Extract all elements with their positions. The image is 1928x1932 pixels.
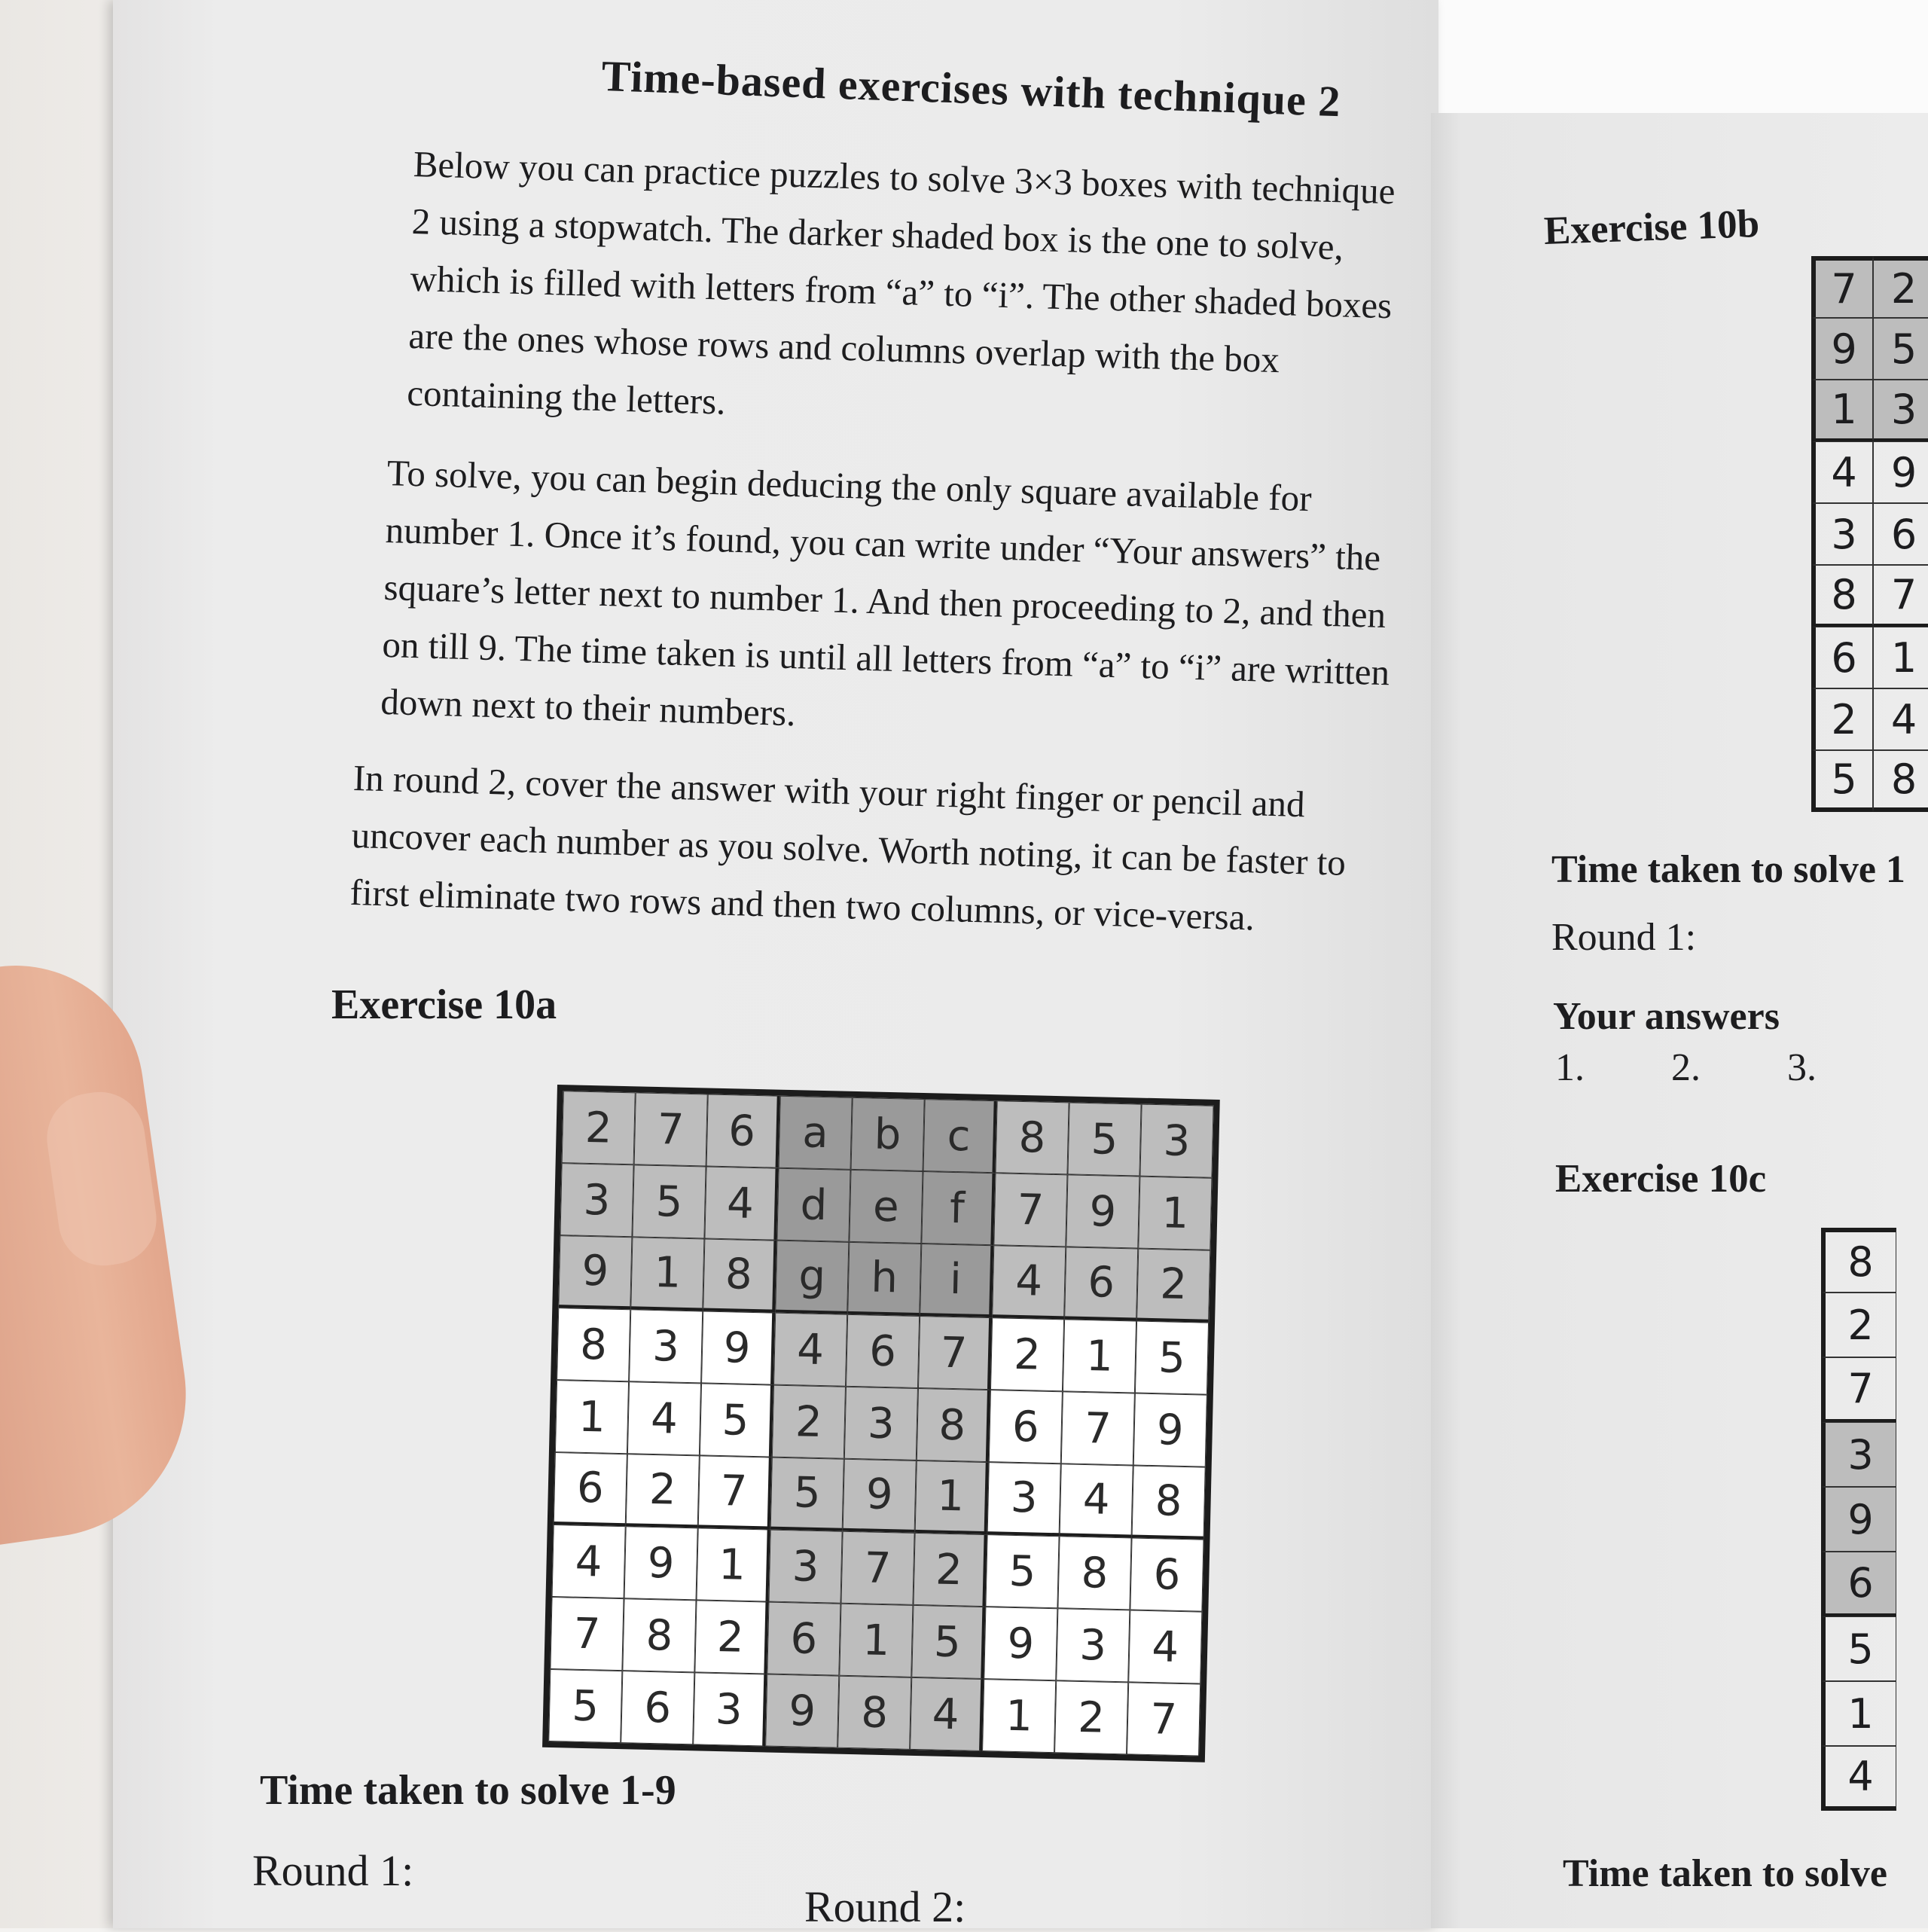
grid-cell: h <box>847 1242 921 1316</box>
grid-cell: 6 <box>1130 1537 1203 1611</box>
grid-cell: i <box>920 1244 993 1317</box>
grid-cell: 8 <box>1057 1536 1131 1610</box>
grid-b-cell: 7 <box>1873 565 1928 627</box>
answer-numbers <box>1555 1045 1817 1090</box>
grid-cell: 6 <box>989 1390 1063 1463</box>
grid-b-row <box>1811 380 1928 441</box>
grid-b-cell: 4 <box>1873 688 1928 750</box>
answer-number: 2. <box>1671 1046 1701 1089</box>
grid-cell: 6 <box>846 1314 920 1388</box>
round2-paragraph: In round 2, cover the answer with your right finger or pencil and uncover each number as you solve. Worth noting, it can be faster to first eliminate two rows and then two columns, or vice-versa. <box>349 756 1347 939</box>
grid-cell: 1 <box>1138 1177 1212 1250</box>
grid-b-row <box>1811 256 1928 318</box>
grid-cell: c <box>923 1099 997 1173</box>
grid-b-cell: 7 <box>1811 256 1873 318</box>
grid-cell: 8 <box>557 1308 630 1381</box>
grid-cell: 3 <box>1139 1104 1213 1178</box>
grid-cell: 4 <box>704 1167 778 1241</box>
exercise-title: Exercise 10a <box>331 981 557 1028</box>
grid-cell: 3 <box>693 1672 767 1746</box>
grid-cell: 2 <box>913 1533 987 1607</box>
grid-c-cell: 3 <box>1821 1422 1896 1487</box>
grid-cell: 7 <box>698 1455 772 1529</box>
sudoku-grid-b <box>1811 256 1928 812</box>
grid-cell: 2 <box>990 1317 1064 1391</box>
grid-cell: 4 <box>1128 1610 1202 1683</box>
grid-cell: b <box>851 1097 925 1171</box>
grid-cell: 1 <box>839 1604 913 1677</box>
grid-cell: 6 <box>706 1094 780 1168</box>
grid-cell: 7 <box>634 1092 708 1166</box>
grid-cell: d <box>776 1168 850 1242</box>
grid-c-cell: 2 <box>1821 1293 1896 1357</box>
grid-cell: f <box>921 1171 995 1245</box>
grid-b-cell: 5 <box>1873 318 1928 380</box>
grid-b-cell: 2 <box>1811 688 1873 750</box>
grid-cell: 8 <box>703 1238 776 1312</box>
grid-cell: 8 <box>917 1388 990 1462</box>
grid-cell: 4 <box>1060 1463 1133 1537</box>
grid-cell: 3 <box>560 1163 633 1237</box>
grid-cell: 2 <box>1136 1249 1210 1323</box>
grid-cell: 5 <box>1135 1321 1209 1395</box>
grid-cell: 2 <box>1054 1680 1128 1754</box>
grid-cell: 1 <box>1063 1319 1136 1393</box>
grid-b-cell: 1 <box>1811 380 1873 441</box>
time-heading-b: Time taken to solve 1 <box>1551 848 1905 891</box>
grid-c-cell: 7 <box>1821 1357 1896 1422</box>
grid-cell: 6 <box>621 1671 694 1744</box>
grid-b-row <box>1811 503 1928 565</box>
exercise-c-title: Exercise 10c <box>1555 1157 1767 1201</box>
grid-b-cell: 9 <box>1811 318 1873 380</box>
grid-cell: 3 <box>768 1530 842 1604</box>
grid-cell: 6 <box>767 1602 840 1676</box>
grid-b-cell: 8 <box>1873 750 1928 812</box>
grid-b-cell: 8 <box>1811 565 1873 627</box>
grid-cell: 9 <box>624 1526 698 1600</box>
grid-cell: 4 <box>992 1245 1066 1319</box>
grid-cell: 9 <box>1133 1393 1207 1467</box>
grid-cell: 2 <box>562 1091 636 1164</box>
intro-paragraph: Below you can practice puzzles to solve 3×3 boxes with technique 2 using a stopwatch. The darker shaded box is the one to solve, which is filled with letters from “a” to “i”. The other shaded boxes are the ones whose rows and columns overlap with the box containing the letters. <box>406 142 1396 423</box>
grid-b-row <box>1811 627 1928 688</box>
grid-b-cell: 3 <box>1811 503 1873 565</box>
grid-cell: g <box>775 1241 849 1314</box>
grid-c-cell: 8 <box>1821 1228 1896 1293</box>
grid-cell: 3 <box>844 1387 918 1460</box>
grid-cell: 1 <box>555 1380 629 1454</box>
grid-cell: 4 <box>627 1381 701 1455</box>
grid-cell: 5 <box>911 1605 985 1679</box>
solve-paragraph: To solve, you can begin deducing the only square available for number 1. Once it’s found, you can write under “Your answers” the square’s letter next to number 1. And then proceeding to 2, and then on till 9. The time taken is until all letters from “a” to “i” are written down next to their numbers. <box>380 451 1390 734</box>
sudoku-grid <box>542 1085 1220 1763</box>
grid-cell: 1 <box>630 1237 704 1311</box>
answer-number: 1. <box>1555 1046 1585 1089</box>
grid-cell: 7 <box>550 1597 624 1671</box>
grid-b-cell: 4 <box>1811 441 1873 503</box>
grid-cell: 9 <box>558 1235 632 1309</box>
round1-label-b: Round 1: <box>1551 916 1697 959</box>
grid-cell: 9 <box>984 1607 1057 1680</box>
page-title: Time-based exercises with technique 2 <box>600 50 1342 127</box>
grid-cell: 9 <box>1066 1174 1139 1248</box>
grid-cell: 7 <box>918 1316 992 1390</box>
grid-b-cell: 1 <box>1873 627 1928 688</box>
grid-cell: 4 <box>552 1525 626 1598</box>
grid-c-cell: 6 <box>1821 1552 1896 1616</box>
round2-label: Round 2: <box>804 1882 966 1931</box>
grid-cell: 9 <box>701 1311 775 1384</box>
grid-cell: 2 <box>772 1385 846 1459</box>
grid-cell: 3 <box>987 1462 1061 1536</box>
grid-cell: 1 <box>982 1679 1056 1753</box>
grid-c-cell: 9 <box>1821 1487 1896 1552</box>
background-top <box>1423 0 1928 128</box>
grid-b-row <box>1811 441 1928 503</box>
grid-cell: 3 <box>629 1309 703 1383</box>
grid-b-cell: 2 <box>1873 256 1928 318</box>
grid-cell: 6 <box>554 1452 627 1526</box>
time-heading: Time taken to solve 1-9 <box>260 1767 676 1814</box>
exercise-b-title: Exercise 10b <box>1543 202 1761 253</box>
grid-cell: 5 <box>1067 1102 1141 1176</box>
grid-cell: 2 <box>694 1600 768 1674</box>
answers-heading: Your answers <box>1553 995 1780 1038</box>
grid-cell: 9 <box>765 1674 839 1748</box>
grid-cell: 4 <box>910 1677 984 1751</box>
time-heading-c: Time taken to solve <box>1563 1852 1887 1895</box>
round1-label: Round 1: <box>252 1846 414 1895</box>
grid-b-cell: 9 <box>1873 441 1928 503</box>
grid-cell: 5 <box>548 1669 622 1743</box>
grid-cell: 5 <box>632 1164 706 1238</box>
grid-cell: 9 <box>843 1459 917 1533</box>
grid-c-cell: 4 <box>1821 1746 1896 1811</box>
grid-cell: 8 <box>995 1100 1069 1174</box>
grid-b-cell: 6 <box>1873 503 1928 565</box>
grid-b-cell: 5 <box>1811 750 1873 812</box>
grid-cell: 7 <box>993 1173 1067 1247</box>
grid-b-row <box>1811 565 1928 627</box>
grid-cell: 3 <box>1056 1608 1130 1682</box>
grid-c-cell: 5 <box>1821 1616 1896 1681</box>
grid-cell: 2 <box>626 1454 700 1528</box>
grid-cell: 7 <box>1061 1391 1135 1465</box>
grid-cell: 8 <box>837 1676 911 1750</box>
grid-cell: 5 <box>700 1383 773 1457</box>
grid-cell: 4 <box>773 1313 847 1387</box>
grid-cell: a <box>779 1096 853 1170</box>
grid-cell: e <box>849 1170 923 1244</box>
grid-cell: 1 <box>697 1528 770 1601</box>
grid-cell: 5 <box>985 1534 1059 1608</box>
grid-cell: 6 <box>1064 1247 1138 1320</box>
grid-cell: 7 <box>1127 1682 1200 1756</box>
grid-cell: 8 <box>622 1598 696 1672</box>
grid-cell: 7 <box>840 1531 914 1605</box>
grid-b-cell: 6 <box>1811 627 1873 688</box>
grid-b-row <box>1811 318 1928 380</box>
answer-number: 3. <box>1787 1046 1817 1089</box>
grid-b-cell: 3 <box>1873 380 1928 441</box>
grid-c-cell: 1 <box>1821 1681 1896 1746</box>
grid-cell: 1 <box>915 1460 989 1534</box>
sudoku-grid-c <box>1821 1228 1896 1811</box>
grid-cell: 5 <box>770 1457 844 1531</box>
grid-cell: 8 <box>1132 1465 1206 1539</box>
grid-b-row <box>1811 688 1928 750</box>
grid-b-row <box>1811 750 1928 812</box>
